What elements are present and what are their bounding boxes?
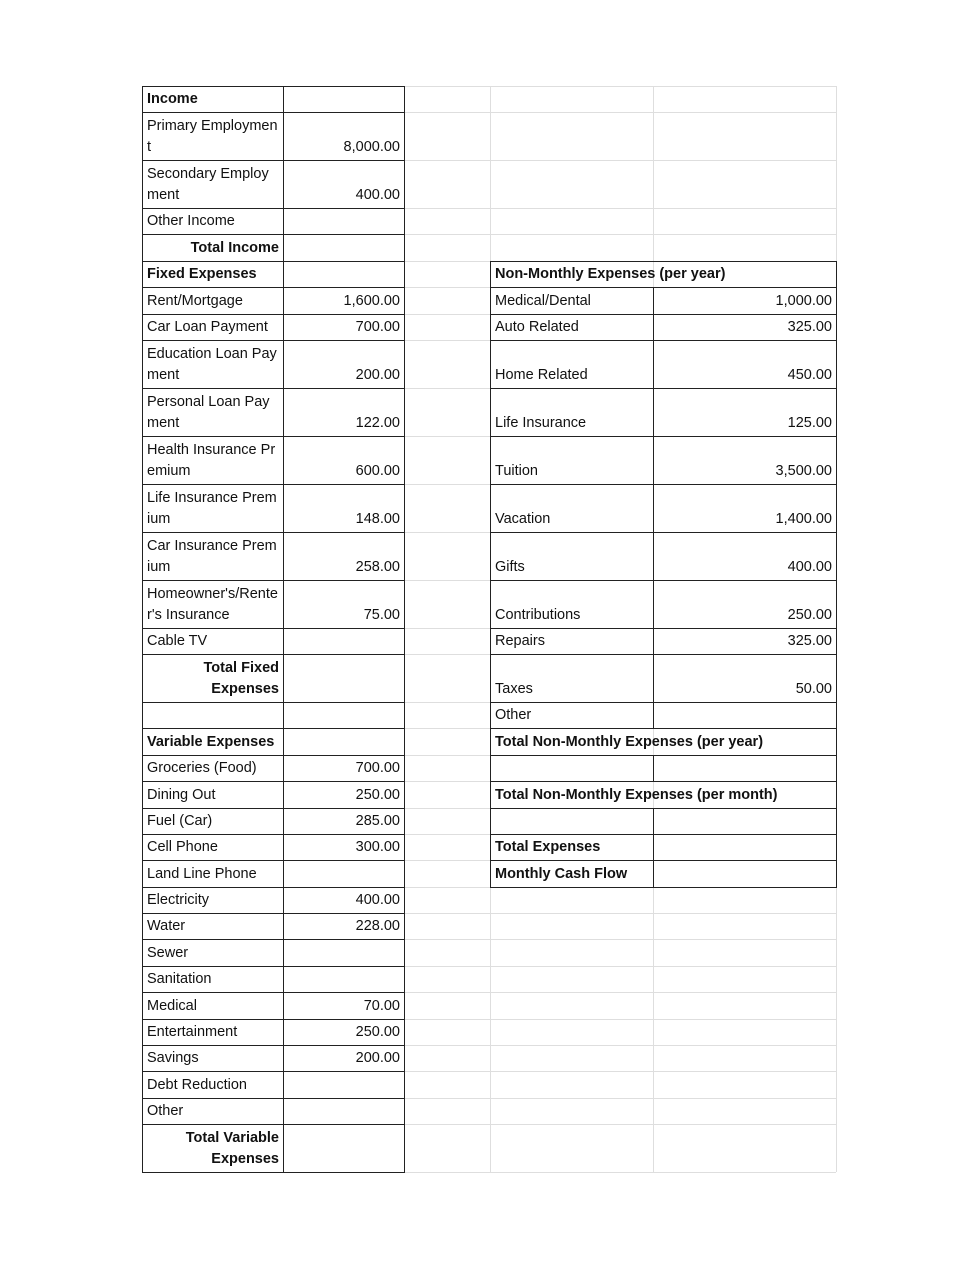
row-value-total-income[interactable] xyxy=(283,234,405,262)
nm-value-home-related[interactable]: 450.00 xyxy=(653,340,837,389)
total-non-monthly-per-year-label: Total Non-Monthly Expenses (per year) xyxy=(490,728,837,756)
nm-label-repairs[interactable]: Repairs xyxy=(490,628,654,655)
row-value-total-variable-expenses[interactable] xyxy=(283,1124,405,1173)
row-label-total-variable-expenses[interactable]: Total Variable Expenses xyxy=(142,1124,284,1173)
row-label-total-income[interactable]: Total Income xyxy=(142,234,284,262)
row-label-fuel-car[interactable]: Fuel (Car) xyxy=(142,808,284,835)
row-value-rent-mortgage[interactable]: 1,600.00 xyxy=(283,287,405,315)
row-label-blank[interactable] xyxy=(142,702,284,729)
nm-label-contributions[interactable]: Contributions xyxy=(490,580,654,629)
row-label-life-insurance-premium[interactable]: Life Insurance Premium xyxy=(142,484,284,533)
row-value-groceries-food[interactable]: 700.00 xyxy=(283,755,405,782)
row-value-car-insurance-premium[interactable]: 258.00 xyxy=(283,532,405,581)
row-label-groceries-food[interactable]: Groceries (Food) xyxy=(142,755,284,782)
row-label-savings[interactable]: Savings xyxy=(142,1045,284,1072)
nm-value-gifts[interactable]: 400.00 xyxy=(653,532,837,581)
row-value-savings[interactable]: 200.00 xyxy=(283,1045,405,1072)
nm-label-other[interactable]: Other xyxy=(490,702,654,729)
row-value-cell-phone[interactable]: 300.00 xyxy=(283,834,405,861)
nm-value-life-insurance[interactable]: 125.00 xyxy=(653,388,837,437)
total-non-monthly-per-month-value[interactable] xyxy=(653,808,837,835)
row-value-primary-employment[interactable]: 8,000.00 xyxy=(283,112,405,161)
row-label-water[interactable]: Water xyxy=(142,913,284,940)
monthly-cash-flow-value[interactable] xyxy=(653,860,837,888)
total-non-monthly-per-month-blank[interactable] xyxy=(490,808,654,835)
row-value-entertainment[interactable]: 250.00 xyxy=(283,1019,405,1046)
nm-value-tuition[interactable]: 3,500.00 xyxy=(653,436,837,485)
row-label-health-insurance-premium[interactable]: Health Insurance Premium xyxy=(142,436,284,485)
nm-value-vacation[interactable]: 1,400.00 xyxy=(653,484,837,533)
nm-value-taxes[interactable]: 50.00 xyxy=(653,654,837,703)
row-value-land-line-phone[interactable] xyxy=(283,860,405,888)
nm-label-vacation[interactable]: Vacation xyxy=(490,484,654,533)
nm-value-auto-related[interactable]: 325.00 xyxy=(653,314,837,341)
row-value-total-fixed-expenses[interactable] xyxy=(283,654,405,703)
row-value-other[interactable] xyxy=(283,1098,405,1125)
monthly-cash-flow-label: Monthly Cash Flow xyxy=(490,860,654,888)
row-value-secondary-employment[interactable]: 400.00 xyxy=(283,160,405,209)
row-label-income[interactable]: Income xyxy=(142,86,284,113)
nm-label-life-insurance[interactable]: Life Insurance xyxy=(490,388,654,437)
row-label-dining-out[interactable]: Dining Out xyxy=(142,781,284,809)
row-value-fixed-expenses[interactable] xyxy=(283,261,405,288)
total-non-monthly-per-year-blank[interactable] xyxy=(490,755,654,782)
row-value-medical[interactable]: 70.00 xyxy=(283,992,405,1020)
row-value-life-insurance-premium[interactable]: 148.00 xyxy=(283,484,405,533)
row-value-cable-tv[interactable] xyxy=(283,628,405,655)
row-value-homeowner-s-renter-s-insurance[interactable]: 75.00 xyxy=(283,580,405,629)
row-label-electricity[interactable]: Electricity xyxy=(142,887,284,914)
row-value-sewer[interactable] xyxy=(283,939,405,967)
row-value-fuel-car[interactable]: 285.00 xyxy=(283,808,405,835)
non-monthly-header: Non-Monthly Expenses (per year) xyxy=(490,261,837,288)
row-label-car-insurance-premium[interactable]: Car Insurance Premium xyxy=(142,532,284,581)
nm-label-medical-dental[interactable]: Medical/Dental xyxy=(490,287,654,315)
row-value-sanitation[interactable] xyxy=(283,966,405,993)
row-label-homeowner-s-renter-s-insurance[interactable]: Homeowner's/Renter's Insurance xyxy=(142,580,284,629)
total-expenses-label: Total Expenses xyxy=(490,834,654,861)
row-label-other-income[interactable]: Other Income xyxy=(142,208,284,235)
total-non-monthly-per-month-label: Total Non-Monthly Expenses (per month) xyxy=(490,781,837,809)
row-label-secondary-employment[interactable]: Secondary Employment xyxy=(142,160,284,209)
row-value-education-loan-payment[interactable]: 200.00 xyxy=(283,340,405,389)
row-value-variable-expenses[interactable] xyxy=(283,728,405,756)
row-label-sewer[interactable]: Sewer xyxy=(142,939,284,967)
row-value-personal-loan-payment[interactable]: 122.00 xyxy=(283,388,405,437)
nm-label-tuition[interactable]: Tuition xyxy=(490,436,654,485)
row-label-variable-expenses[interactable]: Variable Expenses xyxy=(142,728,284,756)
row-label-car-loan-payment[interactable]: Car Loan Payment xyxy=(142,314,284,341)
nm-label-taxes[interactable]: Taxes xyxy=(490,654,654,703)
row-label-primary-employment[interactable]: Primary Employment xyxy=(142,112,284,161)
nm-label-gifts[interactable]: Gifts xyxy=(490,532,654,581)
row-label-debt-reduction[interactable]: Debt Reduction xyxy=(142,1071,284,1099)
row-value-debt-reduction[interactable] xyxy=(283,1071,405,1099)
row-label-total-fixed-expenses[interactable]: Total Fixed Expenses xyxy=(142,654,284,703)
total-expenses-value[interactable] xyxy=(653,834,837,861)
row-label-land-line-phone[interactable]: Land Line Phone xyxy=(142,860,284,888)
nm-label-home-related[interactable]: Home Related xyxy=(490,340,654,389)
nm-value-other[interactable] xyxy=(653,702,837,729)
row-label-sanitation[interactable]: Sanitation xyxy=(142,966,284,993)
row-label-medical[interactable]: Medical xyxy=(142,992,284,1020)
row-value-electricity[interactable]: 400.00 xyxy=(283,887,405,914)
nm-value-contributions[interactable]: 250.00 xyxy=(653,580,837,629)
row-value-water[interactable]: 228.00 xyxy=(283,913,405,940)
nm-label-auto-related[interactable]: Auto Related xyxy=(490,314,654,341)
row-label-cable-tv[interactable]: Cable TV xyxy=(142,628,284,655)
row-label-other[interactable]: Other xyxy=(142,1098,284,1125)
row-label-entertainment[interactable]: Entertainment xyxy=(142,1019,284,1046)
row-value-dining-out[interactable]: 250.00 xyxy=(283,781,405,809)
row-value-health-insurance-premium[interactable]: 600.00 xyxy=(283,436,405,485)
row-label-rent-mortgage[interactable]: Rent/Mortgage xyxy=(142,287,284,315)
nm-value-repairs[interactable]: 325.00 xyxy=(653,628,837,655)
nm-value-medical-dental[interactable]: 1,000.00 xyxy=(653,287,837,315)
row-value-blank[interactable] xyxy=(283,702,405,729)
total-non-monthly-per-year-value[interactable] xyxy=(653,755,837,782)
row-value-car-loan-payment[interactable]: 700.00 xyxy=(283,314,405,341)
row-label-fixed-expenses[interactable]: Fixed Expenses xyxy=(142,261,284,288)
row-value-income[interactable] xyxy=(283,86,405,113)
row-value-other-income[interactable] xyxy=(283,208,405,235)
row-label-education-loan-payment[interactable]: Education Loan Payment xyxy=(142,340,284,389)
row-label-cell-phone[interactable]: Cell Phone xyxy=(142,834,284,861)
row-label-personal-loan-payment[interactable]: Personal Loan Payment xyxy=(142,388,284,437)
